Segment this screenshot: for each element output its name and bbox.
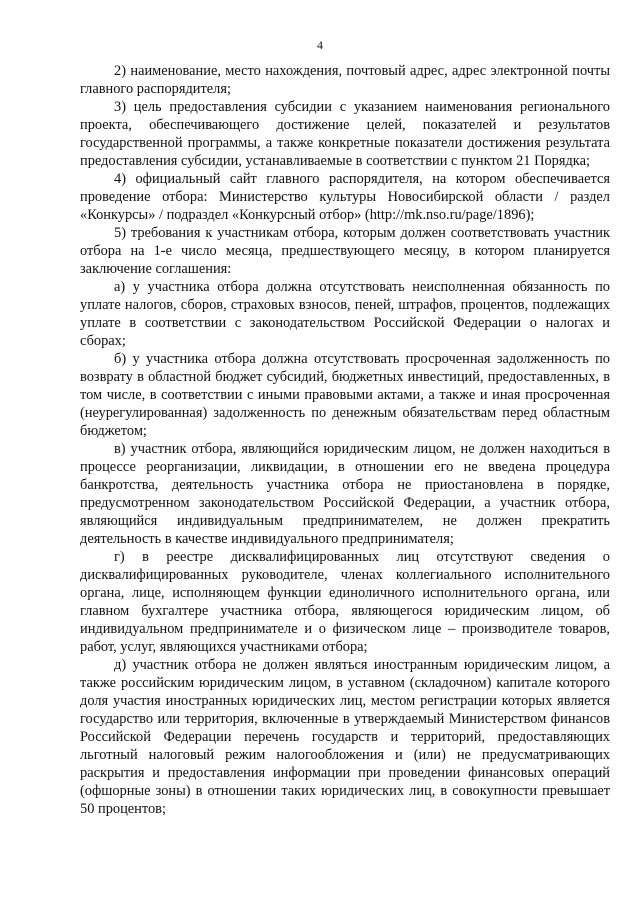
page-number: 4 xyxy=(317,38,323,52)
document-body xyxy=(80,62,610,818)
paragraph-item-3: 3) цель предоставления субсидии с указанием наименования регионального проекта, обеспечивающего достижение целей, показателей и результатов государственной программы, а также конкретные показатели достижения результата предоставления субсидии, устанавливаемые в соответствии с пунктом 21 Порядка; xyxy=(80,99,610,169)
paragraph-subitem-g: г) в реестре дисквалифицированных лиц отсутствуют сведения о дисквалифицированных руководителе, членах коллегиального исполнительного органа, лице, исполняющем функции единоличного исполнительного органа, или главном бухгалтере участника отбора, являющегося юридическим лицом, об индивидуальном предпринимателе и о физическом лице – производителе товаров, работ, услуг, являющихся участниками отбора; xyxy=(80,549,610,655)
paragraph-subitem-d: д) участник отбора не должен являться иностранным юридическим лицом, а также российским юридическим лицом, в уставном (складочном) капитале которого доля участия иностранных юридических лиц, местом регистрации которых является государство или территория, включенные в утверждаемый Министерством финансов Российской Федерации перечень государств и территорий, предоставляющих льготный налоговый режим налогообложения и (или) не предусматривающих раскрытия и предоставления информации при проведении финансовых операций (офшорные зоны) в отношении таких юридических лиц, в совокупности превышает 50 процентов; xyxy=(80,657,610,817)
paragraph-subitem-a: а) у участника отбора должна отсутствовать неисполненная обязанность по уплате налогов, сборов, страховых взносов, пеней, штрафов, процентов, подлежащих уплате в соответствии с законодательством Российской Федерации о налогах и сборах; xyxy=(80,279,610,349)
paragraph-item-4: 4) официальный сайт главного распорядителя, на котором обеспечивается проведение отбора: Министерство культуры Новосибирской области / раздел «Конкурсы» / подраздел «Конкурсный отбор» (http://mk.nso.ru/page/1896); xyxy=(80,171,610,223)
paragraph-subitem-v: в) участник отбора, являющийся юридическим лицом, не должен находиться в процессе реорганизации, ликвидации, в отношении его не введена процедура банкротства, деятельность участника отбора не приостановлена в порядке, предусмотренном законодательством Российской Федерации, а участник отбора, являющийся индивидуальным предпринимателем, не должен прекратить деятельность в качестве индивидуального предпринимателя; xyxy=(80,441,610,547)
paragraph-subitem-b: б) у участника отбора должна отсутствовать просроченная задолженность по возврату в областной бюджет субсидий, бюджетных инвестиций, предоставленных, в том числе, в соответствии с иными правовыми актами, а также и иная просроченная (неурегулированная) задолженность по денежным обязательствам перед областным бюджетом; xyxy=(80,351,610,439)
paragraph-item-2: 2) наименование, место нахождения, почтовый адрес, адрес электронной почты главного распорядителя; xyxy=(80,63,610,97)
paragraph-item-5: 5) требования к участникам отбора, которым должен соответствовать участник отбора на 1-е число месяца, предшествующего месяцу, в котором планируется заключение соглашения: xyxy=(80,225,610,277)
